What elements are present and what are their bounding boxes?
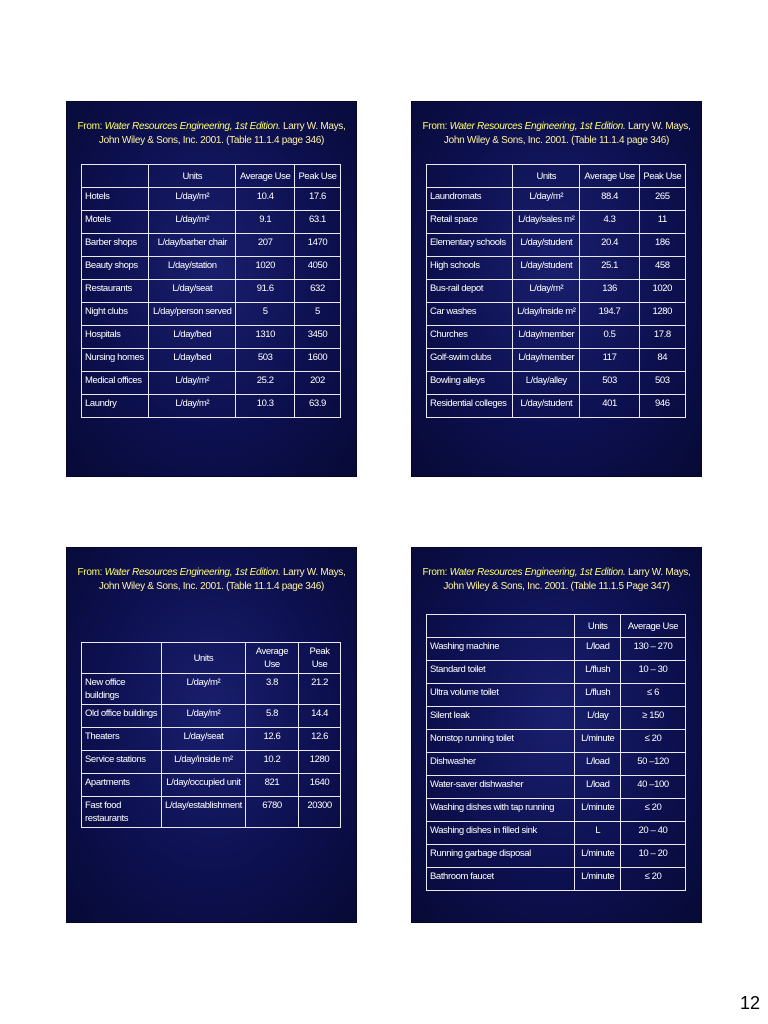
units-cell: L/day/inside m² bbox=[161, 751, 245, 774]
value-cell: 20 – 40 bbox=[621, 822, 686, 845]
value-cell: 5.8 bbox=[245, 705, 298, 728]
units-cell: L/day/m² bbox=[513, 188, 580, 211]
value-cell: 9.1 bbox=[236, 211, 295, 234]
facility-cell: High schools bbox=[427, 257, 513, 280]
header-cell: Peak Use bbox=[295, 165, 341, 188]
table-row bbox=[82, 280, 341, 303]
value-cell: 1470 bbox=[295, 234, 341, 257]
units-cell: L/minute bbox=[575, 730, 621, 753]
units-cell: L/day/m² bbox=[149, 188, 236, 211]
table-row bbox=[427, 638, 686, 661]
water-use-table bbox=[81, 164, 341, 418]
value-cell: 117 bbox=[580, 349, 639, 372]
facility-cell: Washing dishes in filled sink bbox=[427, 822, 575, 845]
table-row bbox=[82, 326, 341, 349]
value-cell: 821 bbox=[245, 774, 298, 797]
units-cell: L/day/alley bbox=[513, 372, 580, 395]
table-row bbox=[427, 868, 686, 891]
citation-rest: Larry W. Mays, John Wiley & Sons, Inc. 2001. (Table 11.1.4 page 346) bbox=[98, 121, 346, 146]
facility-cell: Nonstop running toilet bbox=[427, 730, 575, 753]
header-cell-blank bbox=[427, 615, 575, 638]
value-cell: 1020 bbox=[639, 280, 685, 303]
units-cell: L/flush bbox=[575, 684, 621, 707]
units-cell: L bbox=[575, 822, 621, 845]
value-cell: 88.4 bbox=[580, 188, 639, 211]
value-cell: 1640 bbox=[299, 774, 341, 797]
table-row bbox=[427, 845, 686, 868]
header-cell: Units bbox=[161, 643, 245, 674]
value-cell: 63.1 bbox=[295, 211, 341, 234]
value-cell: ≤ 20 bbox=[621, 730, 686, 753]
units-cell: L/day/m² bbox=[149, 395, 236, 418]
facility-cell: Dishwasher bbox=[427, 753, 575, 776]
value-cell: 4050 bbox=[295, 257, 341, 280]
facility-cell: Laundry bbox=[82, 395, 149, 418]
table-row bbox=[82, 774, 341, 797]
source-citation bbox=[420, 120, 693, 148]
facility-cell: Fast food restaurants bbox=[82, 797, 162, 828]
value-cell: 20.4 bbox=[580, 234, 639, 257]
table-row bbox=[427, 280, 686, 303]
units-cell: L/load bbox=[575, 753, 621, 776]
facility-cell: Water-saver dishwasher bbox=[427, 776, 575, 799]
header-cell: Peak Use bbox=[639, 165, 685, 188]
value-cell: 84 bbox=[639, 349, 685, 372]
value-cell: 1020 bbox=[236, 257, 295, 280]
header-cell: Peak Use bbox=[299, 643, 341, 674]
facility-cell: Elementary schools bbox=[427, 234, 513, 257]
value-cell: 136 bbox=[580, 280, 639, 303]
value-cell: 1310 bbox=[236, 326, 295, 349]
header-cell-blank bbox=[82, 643, 162, 674]
units-cell: L/day/establishment bbox=[161, 797, 245, 828]
value-cell: 4.3 bbox=[580, 211, 639, 234]
value-cell: 5 bbox=[295, 303, 341, 326]
facility-cell: New office buildings bbox=[82, 674, 162, 705]
units-cell: L/day bbox=[575, 707, 621, 730]
from-label: From: bbox=[422, 567, 448, 578]
citation-rest: Larry W. Mays, John Wiley & Sons, Inc. 2001. (Table 11.1.4 page 346) bbox=[98, 567, 346, 592]
table-row bbox=[427, 753, 686, 776]
facility-cell: Bus-rail depot bbox=[427, 280, 513, 303]
facility-cell: Night clubs bbox=[82, 303, 149, 326]
facility-cell: Hotels bbox=[82, 188, 149, 211]
units-cell: L/day/m² bbox=[161, 674, 245, 705]
value-cell: 265 bbox=[639, 188, 685, 211]
facility-cell: Beauty shops bbox=[82, 257, 149, 280]
facility-cell: Medical offices bbox=[82, 372, 149, 395]
table-row bbox=[82, 188, 341, 211]
value-cell: 50 –120 bbox=[621, 753, 686, 776]
value-cell: 10.3 bbox=[236, 395, 295, 418]
units-cell: L/day/m² bbox=[161, 705, 245, 728]
value-cell: 202 bbox=[295, 372, 341, 395]
units-cell: L/day/station bbox=[149, 257, 236, 280]
units-cell: L/minute bbox=[575, 868, 621, 891]
table-row bbox=[427, 326, 686, 349]
table-row bbox=[427, 707, 686, 730]
table-row bbox=[427, 303, 686, 326]
table-row bbox=[427, 730, 686, 753]
units-cell: L/load bbox=[575, 638, 621, 661]
value-cell: 5 bbox=[236, 303, 295, 326]
value-cell: 10.2 bbox=[245, 751, 298, 774]
facility-cell: Car washes bbox=[427, 303, 513, 326]
facility-cell: Nursing homes bbox=[82, 349, 149, 372]
page-number: 12 bbox=[739, 993, 760, 1013]
value-cell: 632 bbox=[295, 280, 341, 303]
value-cell: 186 bbox=[639, 234, 685, 257]
units-cell: L/minute bbox=[575, 845, 621, 868]
units-cell: L/day/student bbox=[513, 257, 580, 280]
value-cell: 130 – 270 bbox=[621, 638, 686, 661]
facility-cell: Silent leak bbox=[427, 707, 575, 730]
value-cell: 3.8 bbox=[245, 674, 298, 705]
value-cell: 503 bbox=[639, 372, 685, 395]
water-use-table bbox=[81, 642, 341, 828]
units-cell: L/day/bed bbox=[149, 326, 236, 349]
from-label: From: bbox=[422, 121, 448, 132]
units-cell: L/day/member bbox=[513, 326, 580, 349]
table-row bbox=[82, 395, 341, 418]
header-row bbox=[82, 643, 341, 674]
facility-cell: Motels bbox=[82, 211, 149, 234]
table-row bbox=[427, 661, 686, 684]
units-cell: L/day/member bbox=[513, 349, 580, 372]
units-cell: L/day/barber chair bbox=[149, 234, 236, 257]
table-row bbox=[427, 799, 686, 822]
facility-cell: Hospitals bbox=[82, 326, 149, 349]
value-cell: 21.2 bbox=[299, 674, 341, 705]
table-row bbox=[82, 234, 341, 257]
value-cell: ≥ 150 bbox=[621, 707, 686, 730]
facility-cell: Running garbage disposal bbox=[427, 845, 575, 868]
header-cell: Average Use bbox=[236, 165, 295, 188]
book-title: Water Resources Engineering, 1st Edition. bbox=[104, 121, 281, 132]
value-cell: ≤ 6 bbox=[621, 684, 686, 707]
value-cell: 1280 bbox=[299, 751, 341, 774]
value-cell: 63.9 bbox=[295, 395, 341, 418]
facility-cell: Washing dishes with tap running bbox=[427, 799, 575, 822]
value-cell: 20300 bbox=[299, 797, 341, 828]
value-cell: 401 bbox=[580, 395, 639, 418]
source-citation bbox=[75, 566, 348, 594]
value-cell: 194.7 bbox=[580, 303, 639, 326]
value-cell: 25.2 bbox=[236, 372, 295, 395]
facility-cell: Restaurants bbox=[82, 280, 149, 303]
table-row bbox=[427, 822, 686, 845]
table-row bbox=[427, 257, 686, 280]
units-cell: L/day/sales m² bbox=[513, 211, 580, 234]
citation-rest: Larry W. Mays, John Wiley & Sons, Inc. 2001. (Table 11.1.4 page 346) bbox=[443, 121, 691, 146]
header-cell-blank bbox=[82, 165, 149, 188]
facility-cell: Residential colleges bbox=[427, 395, 513, 418]
slide-1 bbox=[67, 102, 356, 476]
header-row bbox=[82, 165, 341, 188]
value-cell: 12.6 bbox=[245, 728, 298, 751]
units-cell: L/day/m² bbox=[513, 280, 580, 303]
facility-cell: Theaters bbox=[82, 728, 162, 751]
units-cell: L/minute bbox=[575, 799, 621, 822]
value-cell: 17.6 bbox=[295, 188, 341, 211]
units-cell: L/flush bbox=[575, 661, 621, 684]
header-cell-blank bbox=[427, 165, 513, 188]
value-cell: 6780 bbox=[245, 797, 298, 828]
table-row bbox=[427, 188, 686, 211]
value-cell: 40 –100 bbox=[621, 776, 686, 799]
book-title: Water Resources Engineering, 1st Edition. bbox=[449, 121, 626, 132]
header-cell: Average Use bbox=[245, 643, 298, 674]
units-cell: L/load bbox=[575, 776, 621, 799]
value-cell: 946 bbox=[639, 395, 685, 418]
slide-2 bbox=[412, 102, 701, 476]
facility-cell: Old office buildings bbox=[82, 705, 162, 728]
value-cell: 0.5 bbox=[580, 326, 639, 349]
value-cell: ≤ 20 bbox=[621, 868, 686, 891]
units-cell: L/day/bed bbox=[149, 349, 236, 372]
table-row bbox=[82, 303, 341, 326]
facility-cell: Laundromats bbox=[427, 188, 513, 211]
facility-cell: Bowling alleys bbox=[427, 372, 513, 395]
source-citation bbox=[420, 566, 693, 594]
value-cell: 10 – 20 bbox=[621, 845, 686, 868]
table-row bbox=[82, 728, 341, 751]
units-cell: L/day/student bbox=[513, 234, 580, 257]
table-row bbox=[427, 684, 686, 707]
units-cell: L/day/person served bbox=[149, 303, 236, 326]
units-cell: L/day/m² bbox=[149, 372, 236, 395]
value-cell: 91.6 bbox=[236, 280, 295, 303]
citation-rest: Larry W. Mays, John Wiley & Sons, Inc. 2001. (Table 11.1.5 Page 347) bbox=[443, 567, 691, 592]
table-row bbox=[427, 372, 686, 395]
header-cell: Units bbox=[149, 165, 236, 188]
facility-cell: Retail space bbox=[427, 211, 513, 234]
facility-cell: Ultra volume toilet bbox=[427, 684, 575, 707]
facility-cell: Churches bbox=[427, 326, 513, 349]
book-title: Water Resources Engineering, 1st Edition. bbox=[449, 567, 626, 578]
value-cell: 503 bbox=[580, 372, 639, 395]
table-row bbox=[82, 372, 341, 395]
value-cell: ≤ 20 bbox=[621, 799, 686, 822]
header-cell: Average Use bbox=[621, 615, 686, 638]
table-row bbox=[82, 257, 341, 280]
value-cell: 11 bbox=[639, 211, 685, 234]
from-label: From: bbox=[77, 121, 103, 132]
units-cell: L/day/seat bbox=[161, 728, 245, 751]
table-row bbox=[82, 797, 341, 828]
table-row bbox=[82, 705, 341, 728]
water-use-table bbox=[426, 164, 686, 418]
facility-cell: Service stations bbox=[82, 751, 162, 774]
table-row bbox=[427, 776, 686, 799]
table-row bbox=[82, 349, 341, 372]
units-cell: L/day/seat bbox=[149, 280, 236, 303]
table-row bbox=[82, 211, 341, 234]
header-row bbox=[427, 165, 686, 188]
from-label: From: bbox=[77, 567, 103, 578]
units-cell: L/day/inside m² bbox=[513, 303, 580, 326]
slide-3 bbox=[67, 548, 356, 922]
units-cell: L/day/student bbox=[513, 395, 580, 418]
value-cell: 10.4 bbox=[236, 188, 295, 211]
facility-cell: Golf-swim clubs bbox=[427, 349, 513, 372]
value-cell: 458 bbox=[639, 257, 685, 280]
header-cell: Units bbox=[575, 615, 621, 638]
value-cell: 12.6 bbox=[299, 728, 341, 751]
value-cell: 503 bbox=[236, 349, 295, 372]
header-cell: Average Use bbox=[580, 165, 639, 188]
household-use-table bbox=[426, 614, 686, 891]
value-cell: 3450 bbox=[295, 326, 341, 349]
book-title: Water Resources Engineering, 1st Edition. bbox=[104, 567, 281, 578]
units-cell: L/day/m² bbox=[149, 211, 236, 234]
value-cell: 207 bbox=[236, 234, 295, 257]
header-row bbox=[427, 615, 686, 638]
value-cell: 14.4 bbox=[299, 705, 341, 728]
table-row bbox=[427, 349, 686, 372]
slide-4 bbox=[412, 548, 701, 922]
facility-cell: Standard toilet bbox=[427, 661, 575, 684]
value-cell: 25.1 bbox=[580, 257, 639, 280]
facility-cell: Barber shops bbox=[82, 234, 149, 257]
value-cell: 1600 bbox=[295, 349, 341, 372]
value-cell: 17.8 bbox=[639, 326, 685, 349]
table-row bbox=[82, 751, 341, 774]
units-cell: L/day/occupied unit bbox=[161, 774, 245, 797]
table-row bbox=[427, 234, 686, 257]
value-cell: 10 – 30 bbox=[621, 661, 686, 684]
facility-cell: Bathroom faucet bbox=[427, 868, 575, 891]
facility-cell: Washing machine bbox=[427, 638, 575, 661]
table-row bbox=[82, 674, 341, 705]
facility-cell: Apartments bbox=[82, 774, 162, 797]
header-cell: Units bbox=[513, 165, 580, 188]
table-row bbox=[427, 211, 686, 234]
table-row bbox=[427, 395, 686, 418]
value-cell: 1280 bbox=[639, 303, 685, 326]
source-citation bbox=[75, 120, 348, 148]
